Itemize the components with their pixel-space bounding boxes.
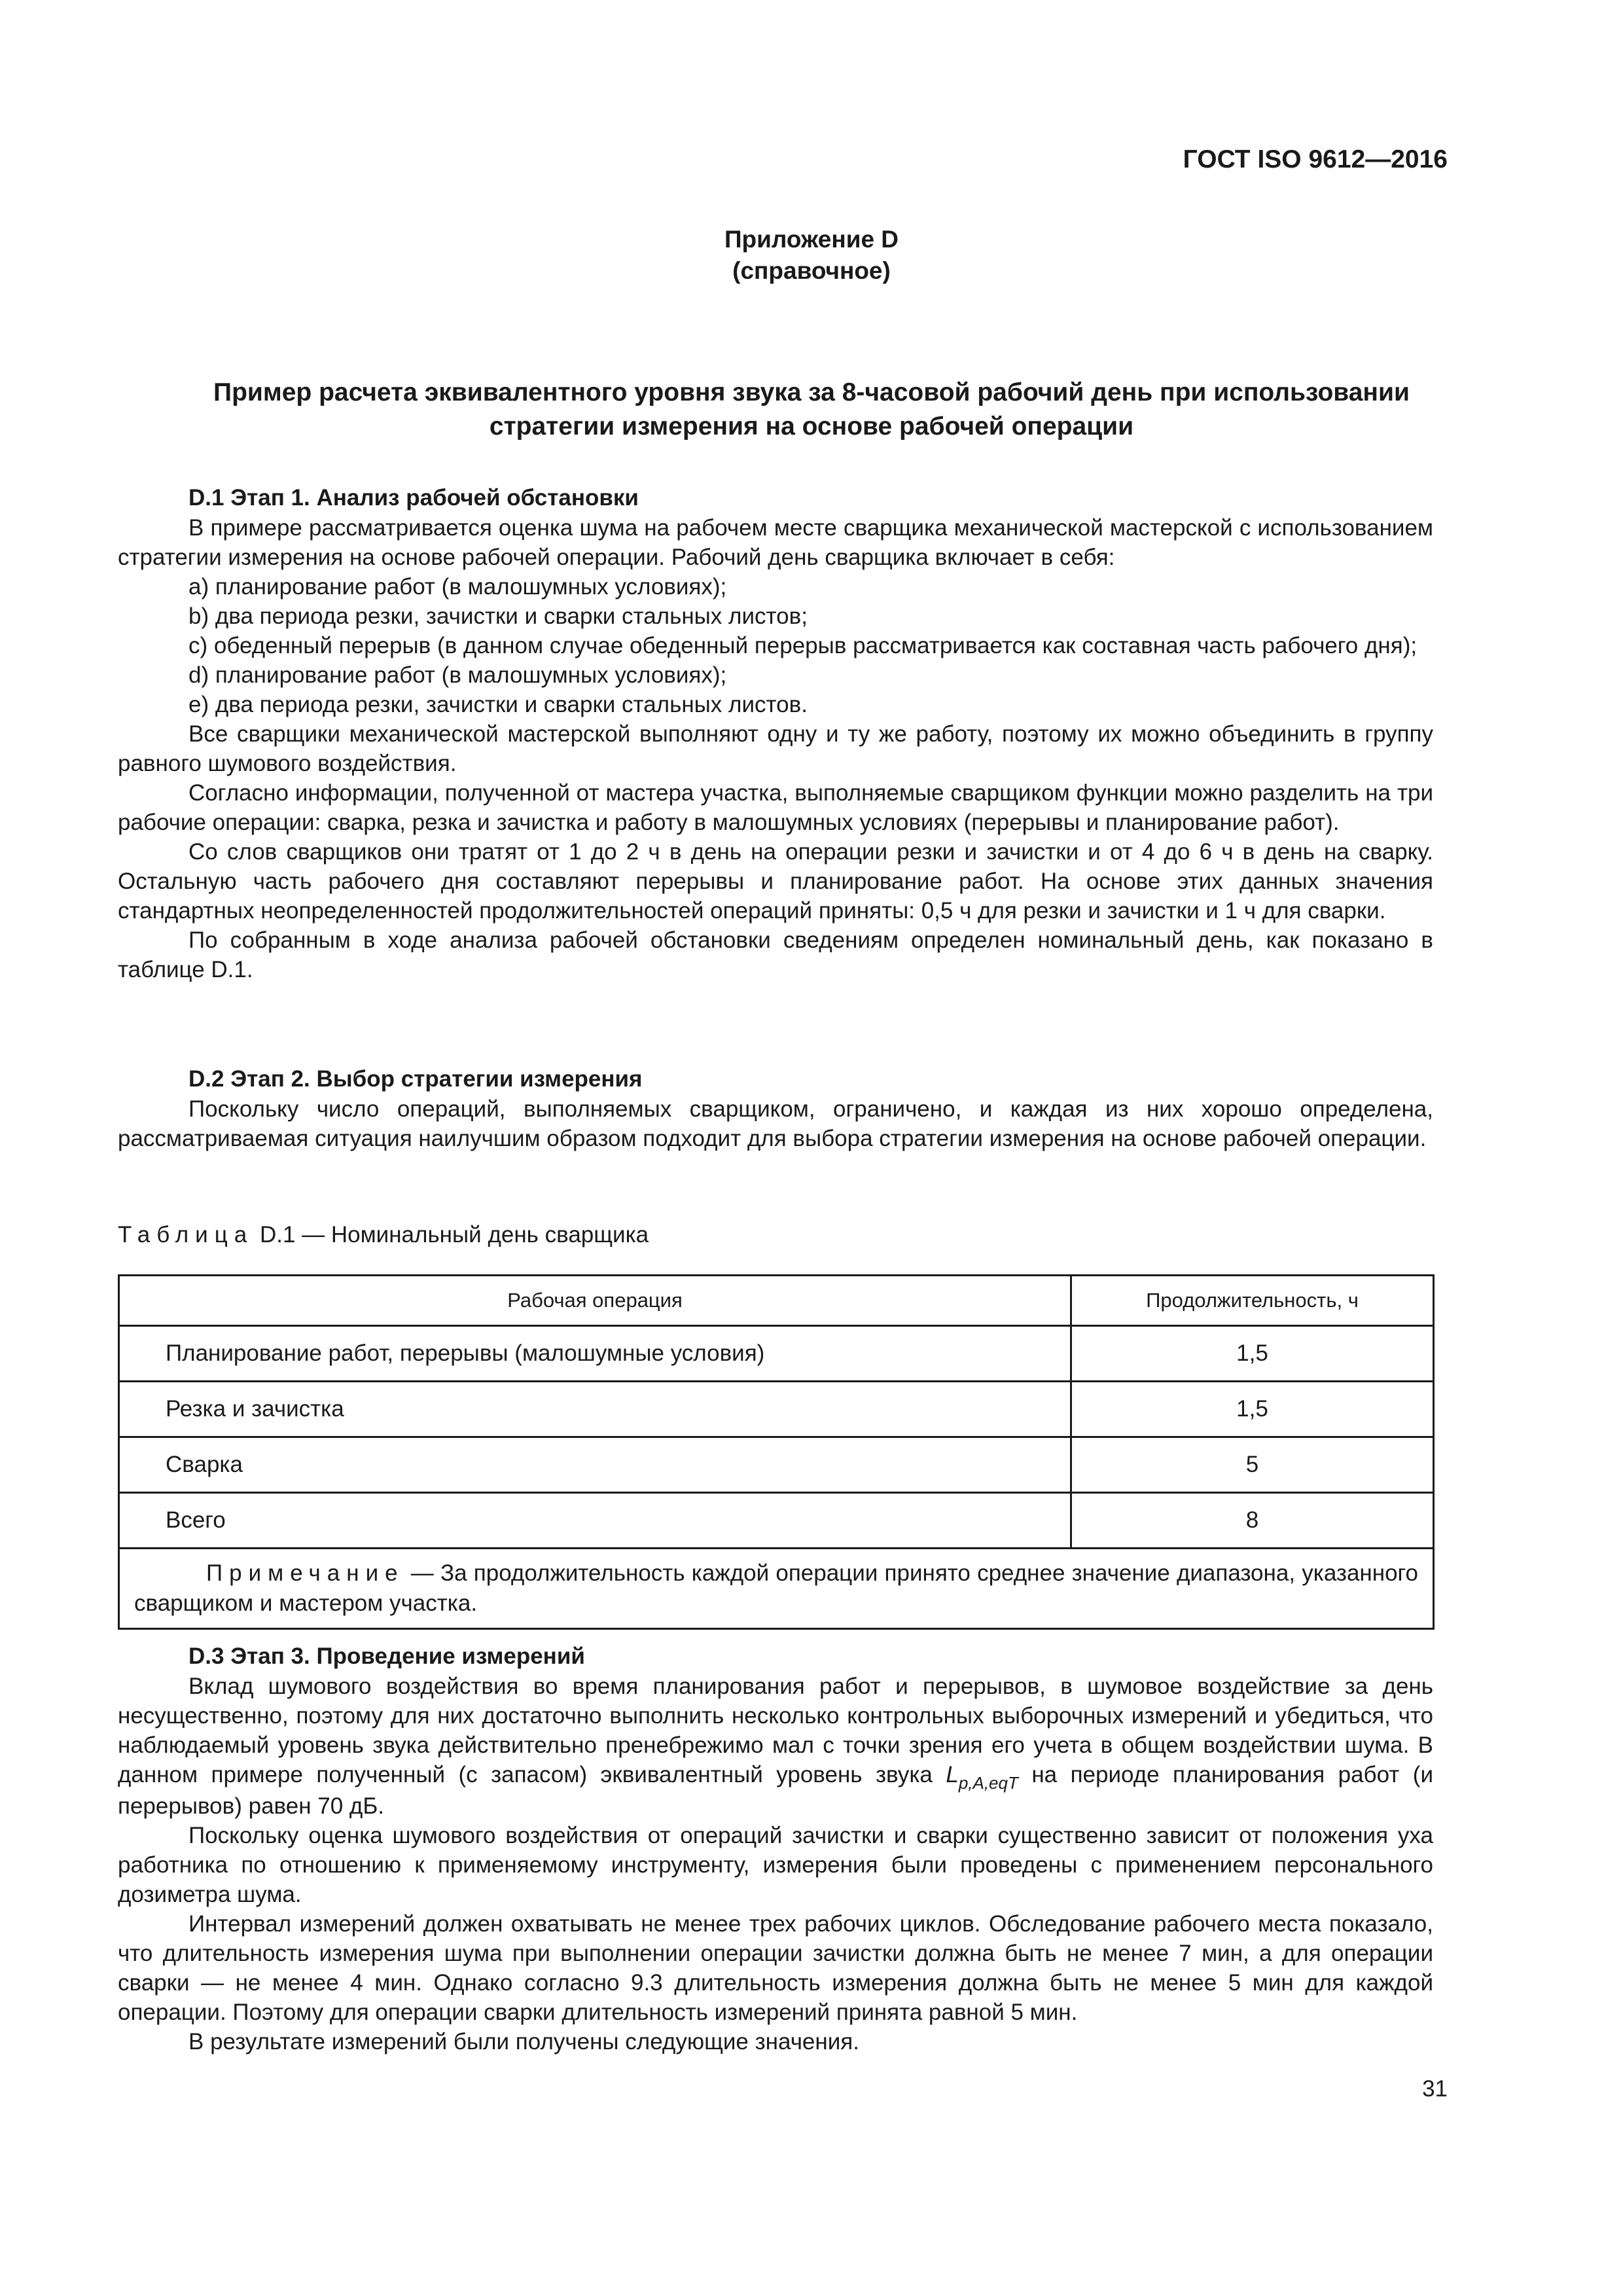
annex-status: (справочное) <box>732 257 891 284</box>
operation-cell: Всего <box>119 1493 1071 1549</box>
table-header-row <box>119 1276 1434 1326</box>
note-text: — За продолжительность каждой операции принято среднее значение диапазона, указанного сварщиком и мастером участка. <box>134 1560 1418 1616</box>
sound-level-symbol: L <box>946 1762 959 1787</box>
annex-title: Приложение D <box>724 226 899 253</box>
column-header-operation: Рабочая операция <box>119 1276 1071 1326</box>
section-d3-paragraph-3: Интервал измерений должен охватывать не менее трех рабочих циклов. Обследование рабочего места показало, что длительность измерения шума при выполнении операции зачистки должна быть не менее 7 мин, а для операции сварки — не менее 4 мин. Однако согласно 9.3 длительность измерения должна быть не менее 5 мин для каждой операции. Поэтому для операции сварки длительность измерений принята равной 5 мин. <box>118 1911 1433 2025</box>
table-note-row <box>119 1549 1434 1629</box>
table-note <box>119 1549 1434 1629</box>
list-item-d: d) планирование работ (в малошумных условиях); <box>188 662 727 688</box>
section-d2 <box>118 1064 1433 1153</box>
section-d3-paragraph-4: В результате измерений были получены следующие значения. <box>188 2029 859 2054</box>
section-d3-heading: D.3 Этап 3. Проведение измерений <box>188 1643 585 1669</box>
operation-cell: Планирование работ, перерывы (малошумные условия) <box>119 1326 1071 1382</box>
section-d1-paragraph: Все сварщики механической мастерской выполняют одну и ту же работу, поэтому их можно объединить в группу равного шумового воздействия. <box>118 721 1433 776</box>
table-caption <box>118 1220 649 1249</box>
table-row <box>119 1437 1434 1493</box>
section-d3 <box>118 1641 1433 2056</box>
main-title-line-1: Пример расчета эквивалентного уровня звука за 8-часовой рабочий день при использовании <box>213 378 1410 406</box>
list-item-b: b) два периода резки, зачистки и сварки стальных листов; <box>188 603 808 629</box>
table-row-total <box>119 1493 1434 1549</box>
section-d1 <box>118 483 1433 984</box>
table-caption-title: D.1 — Номинальный день сварщика <box>253 1222 649 1247</box>
note-label: Примечание <box>206 1560 404 1586</box>
list-item-e: e) два периода резки, зачистки и сварки стальных листов. <box>188 692 808 717</box>
document-code: ГОСТ ISO 9612—2016 <box>1183 145 1448 173</box>
section-d3-paragraph-1 <box>118 1672 1433 1821</box>
column-header-duration: Продолжительность, ч <box>1071 1276 1434 1326</box>
section-d1-intro: В примере рассматривается оценка шума на рабочем месте сварщика механической мастерской с использованием стратегии измерения на основе рабочей операции. Рабочий день сварщика включает в себя: <box>118 515 1433 570</box>
section-d1-heading: D.1 Этап 1. Анализ рабочей обстановки <box>188 485 639 511</box>
main-title-line-2: стратегии измерения на основе рабочей операции <box>489 412 1134 440</box>
paragraph-text: на периоде планирования работ (и перерывов) равен 70 дБ. <box>118 1762 1433 1819</box>
section-d3-paragraph-2: Поскольку оценка шумового воздействия от операций зачистки и сварки существенно зависит от положения уха работника по отношению к применяемому инструменту, измерения были проведены с применением персонального дозиметра шума. <box>118 1823 1433 1907</box>
annex-heading <box>0 224 1623 287</box>
sound-level-subscript: p,A,eqT <box>958 1773 1018 1793</box>
main-title <box>105 376 1518 444</box>
operation-cell: Сварка <box>119 1437 1071 1493</box>
table-row <box>119 1326 1434 1382</box>
section-d1-paragraph: Со слов сварщиков они тратят от 1 до 2 ч в день на операции резки и зачистки и от 4 до 6 ч в день на сварку. Остальную часть рабочего дня составляют перерывы и планирование работ. На основе этих данных значения стандартных неопределенностей продолжительностей операций приняты: 0,5 ч для резки и зачистки и 1 ч для сварки. <box>118 839 1433 924</box>
duration-cell: 1,5 <box>1071 1326 1434 1382</box>
page-number: 31 <box>1422 2076 1448 2102</box>
section-d2-heading: D.2 Этап 2. Выбор стратегии измерения <box>188 1066 643 1092</box>
operations-table <box>118 1274 1435 1630</box>
table-row <box>119 1382 1434 1437</box>
duration-cell: 5 <box>1071 1437 1434 1493</box>
section-d1-paragraph: По собранным в ходе анализа рабочей обстановки сведениям определен номинальный день, как показано в таблице D.1. <box>118 927 1433 982</box>
duration-cell: 8 <box>1071 1493 1434 1549</box>
list-item-c: c) обеденный перерыв (в данном случае обеденный перерыв рассматривается как составная часть рабочего дня); <box>188 633 1418 658</box>
operation-cell: Резка и зачистка <box>119 1382 1071 1437</box>
paragraph-text: Вклад шумового воздействия во время планирования работ и перерывов, в шумовое воздействие за день несущественно, поэтому для них достаточно выполнить несколько контрольных выборочных измерений и убедиться, что наблюдаемый уровень звука действительно пренебрежимо мал с точки зрения его учета в общем воздействии шума. В данном примере полученный (с запасом) эквивалентный уровень звука <box>118 1674 1433 1787</box>
list-item-a: a) планирование работ (в малошумных условиях); <box>188 574 727 600</box>
table-caption-label: Таблица <box>118 1222 254 1247</box>
section-d2-paragraph: Поскольку число операций, выполняемых сварщиком, ограничено, и каждая из них хорошо определена, рассматриваемая ситуация наилучшим образом подходит для выбора стратегии измерения на основе рабочей операции. <box>118 1096 1433 1151</box>
duration-cell: 1,5 <box>1071 1382 1434 1437</box>
section-d1-paragraph: Согласно информации, полученной от мастера участка, выполняемые сварщиком функции можно разделить на три рабочие операции: сварка, резка и зачистка и работу в малошумных условиях (перерывы и планирование работ). <box>118 780 1433 835</box>
